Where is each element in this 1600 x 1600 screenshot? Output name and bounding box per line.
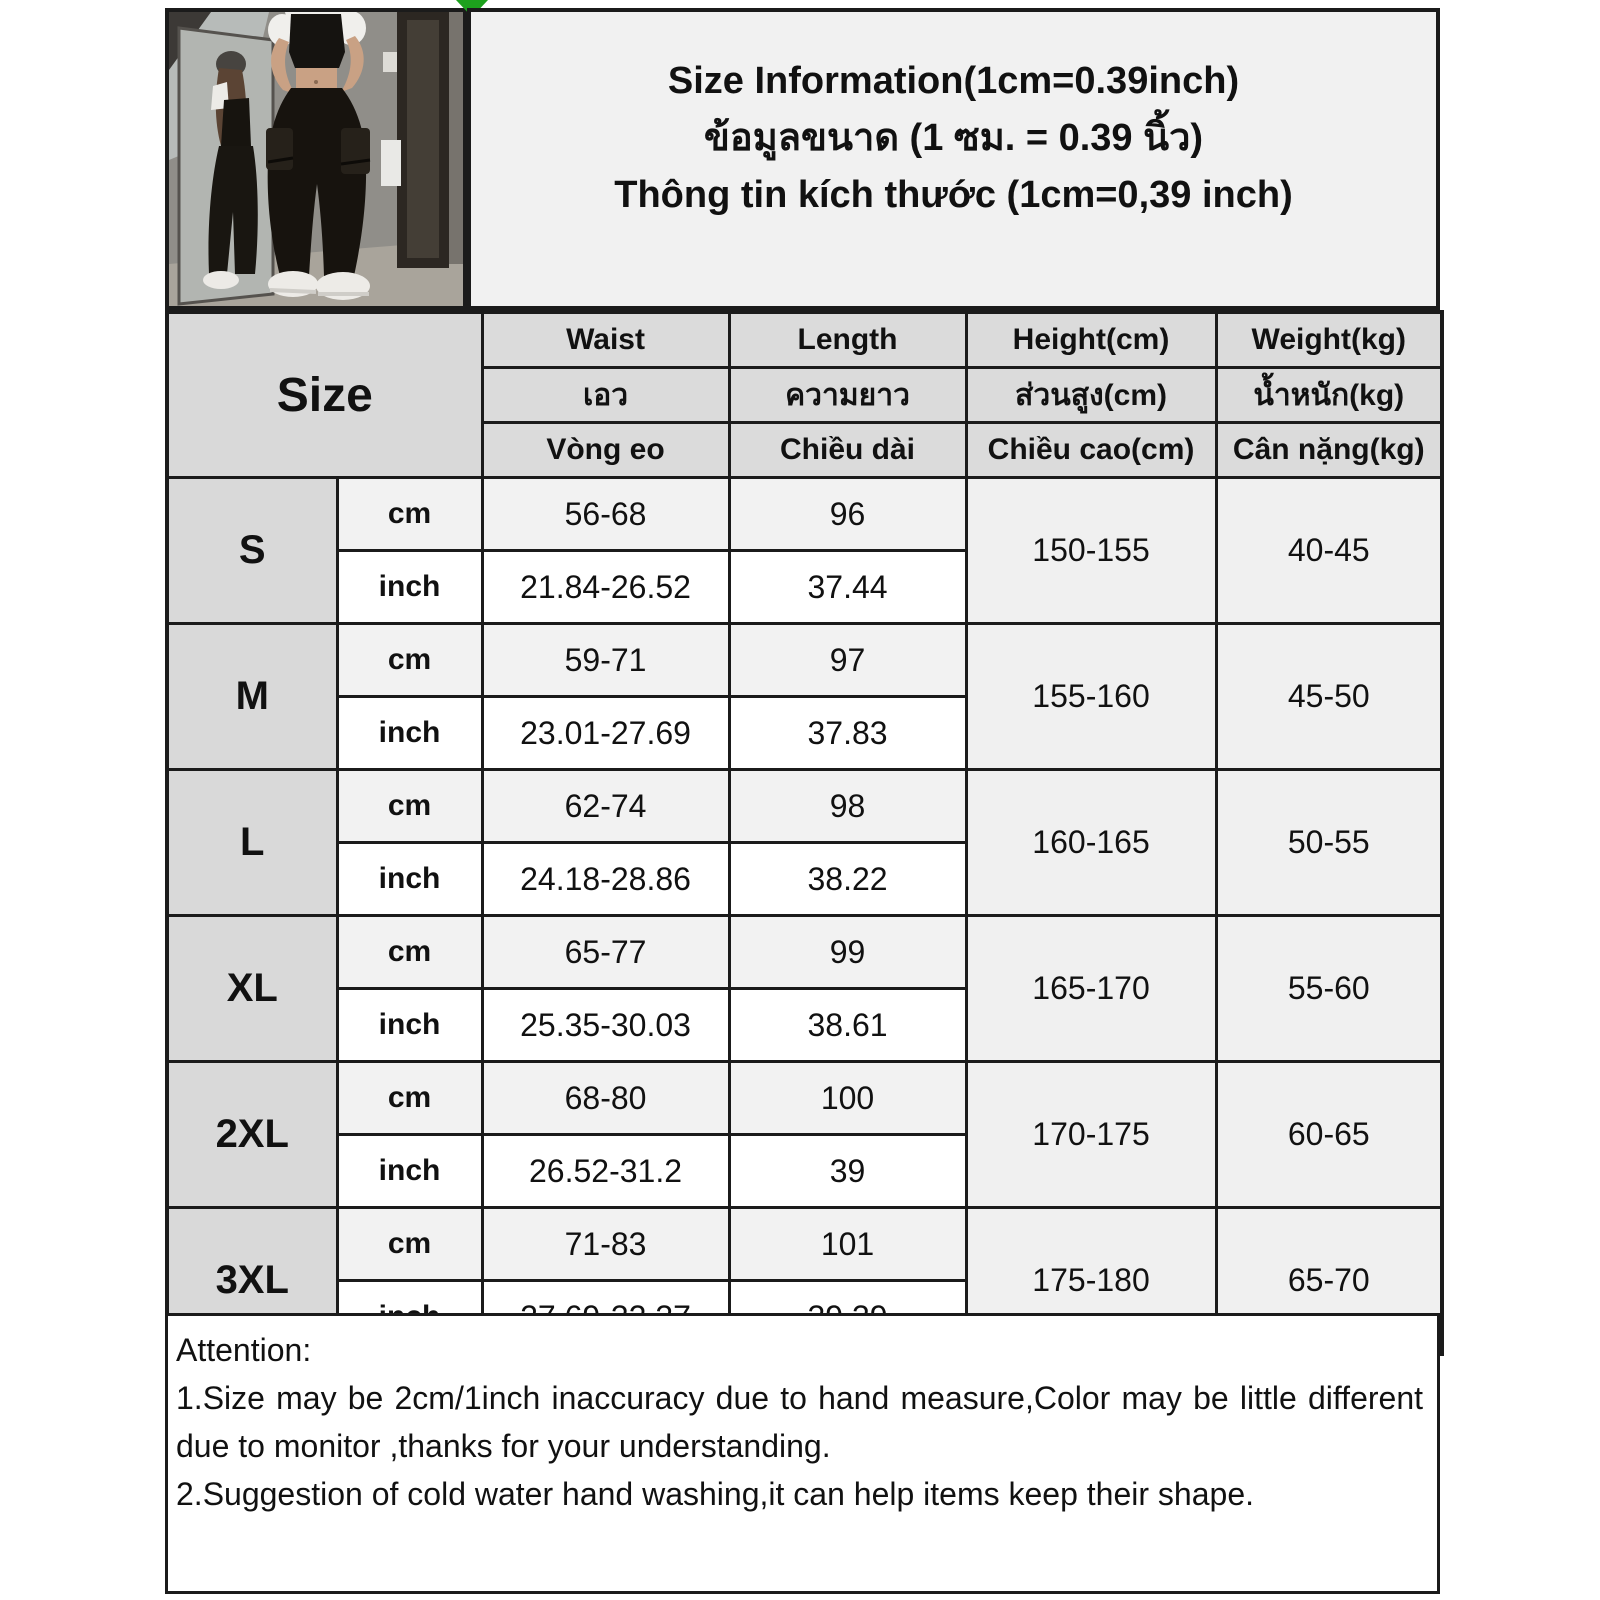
weight-value-cell: 55-60 [1216, 916, 1442, 1062]
header-height-th: ส่วนสูง(cm) [966, 368, 1216, 423]
size-header-cell: Size [167, 312, 482, 478]
length-value-cell: 98 [729, 770, 966, 843]
size-info-header [467, 8, 1440, 310]
unit-cell: cm [337, 916, 482, 989]
product-photo-illustration [169, 12, 463, 306]
waist-value-cell: 25.35-30.03 [482, 989, 729, 1062]
table-row [167, 1062, 1442, 1135]
header-height-vi: Chiều cao(cm) [966, 423, 1216, 478]
header-waist-vi: Vòng eo [482, 423, 729, 478]
unit-cell: cm [337, 624, 482, 697]
header-weight-en: Weight(kg) [1216, 312, 1442, 368]
unit-cell: inch [337, 843, 482, 916]
header-weight-th: น้ำหนัก(kg) [1216, 368, 1442, 423]
height-value-cell: 160-165 [966, 770, 1216, 916]
size-label-cell: XL [167, 916, 337, 1062]
weight-value-cell: 50-55 [1216, 770, 1442, 916]
unit-cell: inch [337, 697, 482, 770]
table-row [167, 1208, 1442, 1281]
waist-value-cell: 24.18-28.86 [482, 843, 729, 916]
title-vietnamese: Thông tin kích thước (1cm=0,39 inch) [614, 173, 1293, 216]
size-label-cell: S [167, 478, 337, 624]
waist-value-cell: 56-68 [482, 478, 729, 551]
header-length-en: Length [729, 312, 966, 368]
weight-value-cell: 40-45 [1216, 478, 1442, 624]
length-value-cell: 99 [729, 916, 966, 989]
unit-cell: inch [337, 551, 482, 624]
attention-note-2: 2.Suggestion of cold water hand washing,it can help items keep their shape. [176, 1476, 1254, 1512]
waist-value-cell: 23.01-27.69 [482, 697, 729, 770]
table-row [167, 478, 1442, 551]
attention-box [165, 1313, 1440, 1594]
unit-cell: cm [337, 478, 482, 551]
header-height-en: Height(cm) [966, 312, 1216, 368]
attention-note-1: 1.Size may be 2cm/1inch inaccuracy due to hand measure,Color may be little different due to monitor ,thanks for your understanding. [176, 1380, 1423, 1464]
size-label-cell: 2XL [167, 1062, 337, 1208]
length-value-cell: 39 [729, 1135, 966, 1208]
table-row [167, 770, 1442, 843]
table-row [167, 624, 1442, 697]
unit-cell: cm [337, 1208, 482, 1281]
waist-value-cell: 59-71 [482, 624, 729, 697]
length-value-cell: 97 [729, 624, 966, 697]
weight-value-cell: 65-70 [1216, 1208, 1442, 1355]
header-weight-vi: Cân nặng(kg) [1216, 423, 1442, 478]
size-label-cell: L [167, 770, 337, 916]
waist-value-cell: 68-80 [482, 1062, 729, 1135]
waist-value-cell: 21.84-26.52 [482, 551, 729, 624]
header-length-vi: Chiều dài [729, 423, 966, 478]
length-value-cell: 96 [729, 478, 966, 551]
length-value-cell: 38.22 [729, 843, 966, 916]
waist-value-cell: 71-83 [482, 1208, 729, 1281]
length-value-cell: 101 [729, 1208, 966, 1281]
product-photo [165, 8, 467, 310]
header-row-english [167, 312, 1442, 368]
title-english: Size Information(1cm=0.39inch) [667, 60, 1240, 103]
height-value-cell: 155-160 [966, 624, 1216, 770]
size-label-cell: 3XL [167, 1208, 337, 1355]
unit-cell: inch [337, 1135, 482, 1208]
attention-title: Attention: [176, 1332, 312, 1368]
height-value-cell: 170-175 [966, 1062, 1216, 1208]
waist-value-cell: 62-74 [482, 770, 729, 843]
unit-cell: inch [337, 989, 482, 1062]
waist-value-cell: 65-77 [482, 916, 729, 989]
unit-cell: cm [337, 1062, 482, 1135]
length-value-cell: 38.61 [729, 989, 966, 1062]
waist-value-cell: 26.52-31.2 [482, 1135, 729, 1208]
size-table [165, 310, 1444, 1356]
header-length-th: ความยาว [729, 368, 966, 423]
height-value-cell: 150-155 [966, 478, 1216, 624]
header-waist-en: Waist [482, 312, 729, 368]
weight-value-cell: 45-50 [1216, 624, 1442, 770]
length-value-cell: 100 [729, 1062, 966, 1135]
title-thai: ข้อมูลขนาด (1 ซม. = 0.39 นิ้ว) [703, 117, 1204, 160]
size-label-cell: M [167, 624, 337, 770]
table-row [167, 916, 1442, 989]
header-waist-th: เอว [482, 368, 729, 423]
height-value-cell: 175-180 [966, 1208, 1216, 1355]
height-value-cell: 165-170 [966, 916, 1216, 1062]
unit-cell: cm [337, 770, 482, 843]
weight-value-cell: 60-65 [1216, 1062, 1442, 1208]
length-value-cell: 37.83 [729, 697, 966, 770]
length-value-cell: 37.44 [729, 551, 966, 624]
